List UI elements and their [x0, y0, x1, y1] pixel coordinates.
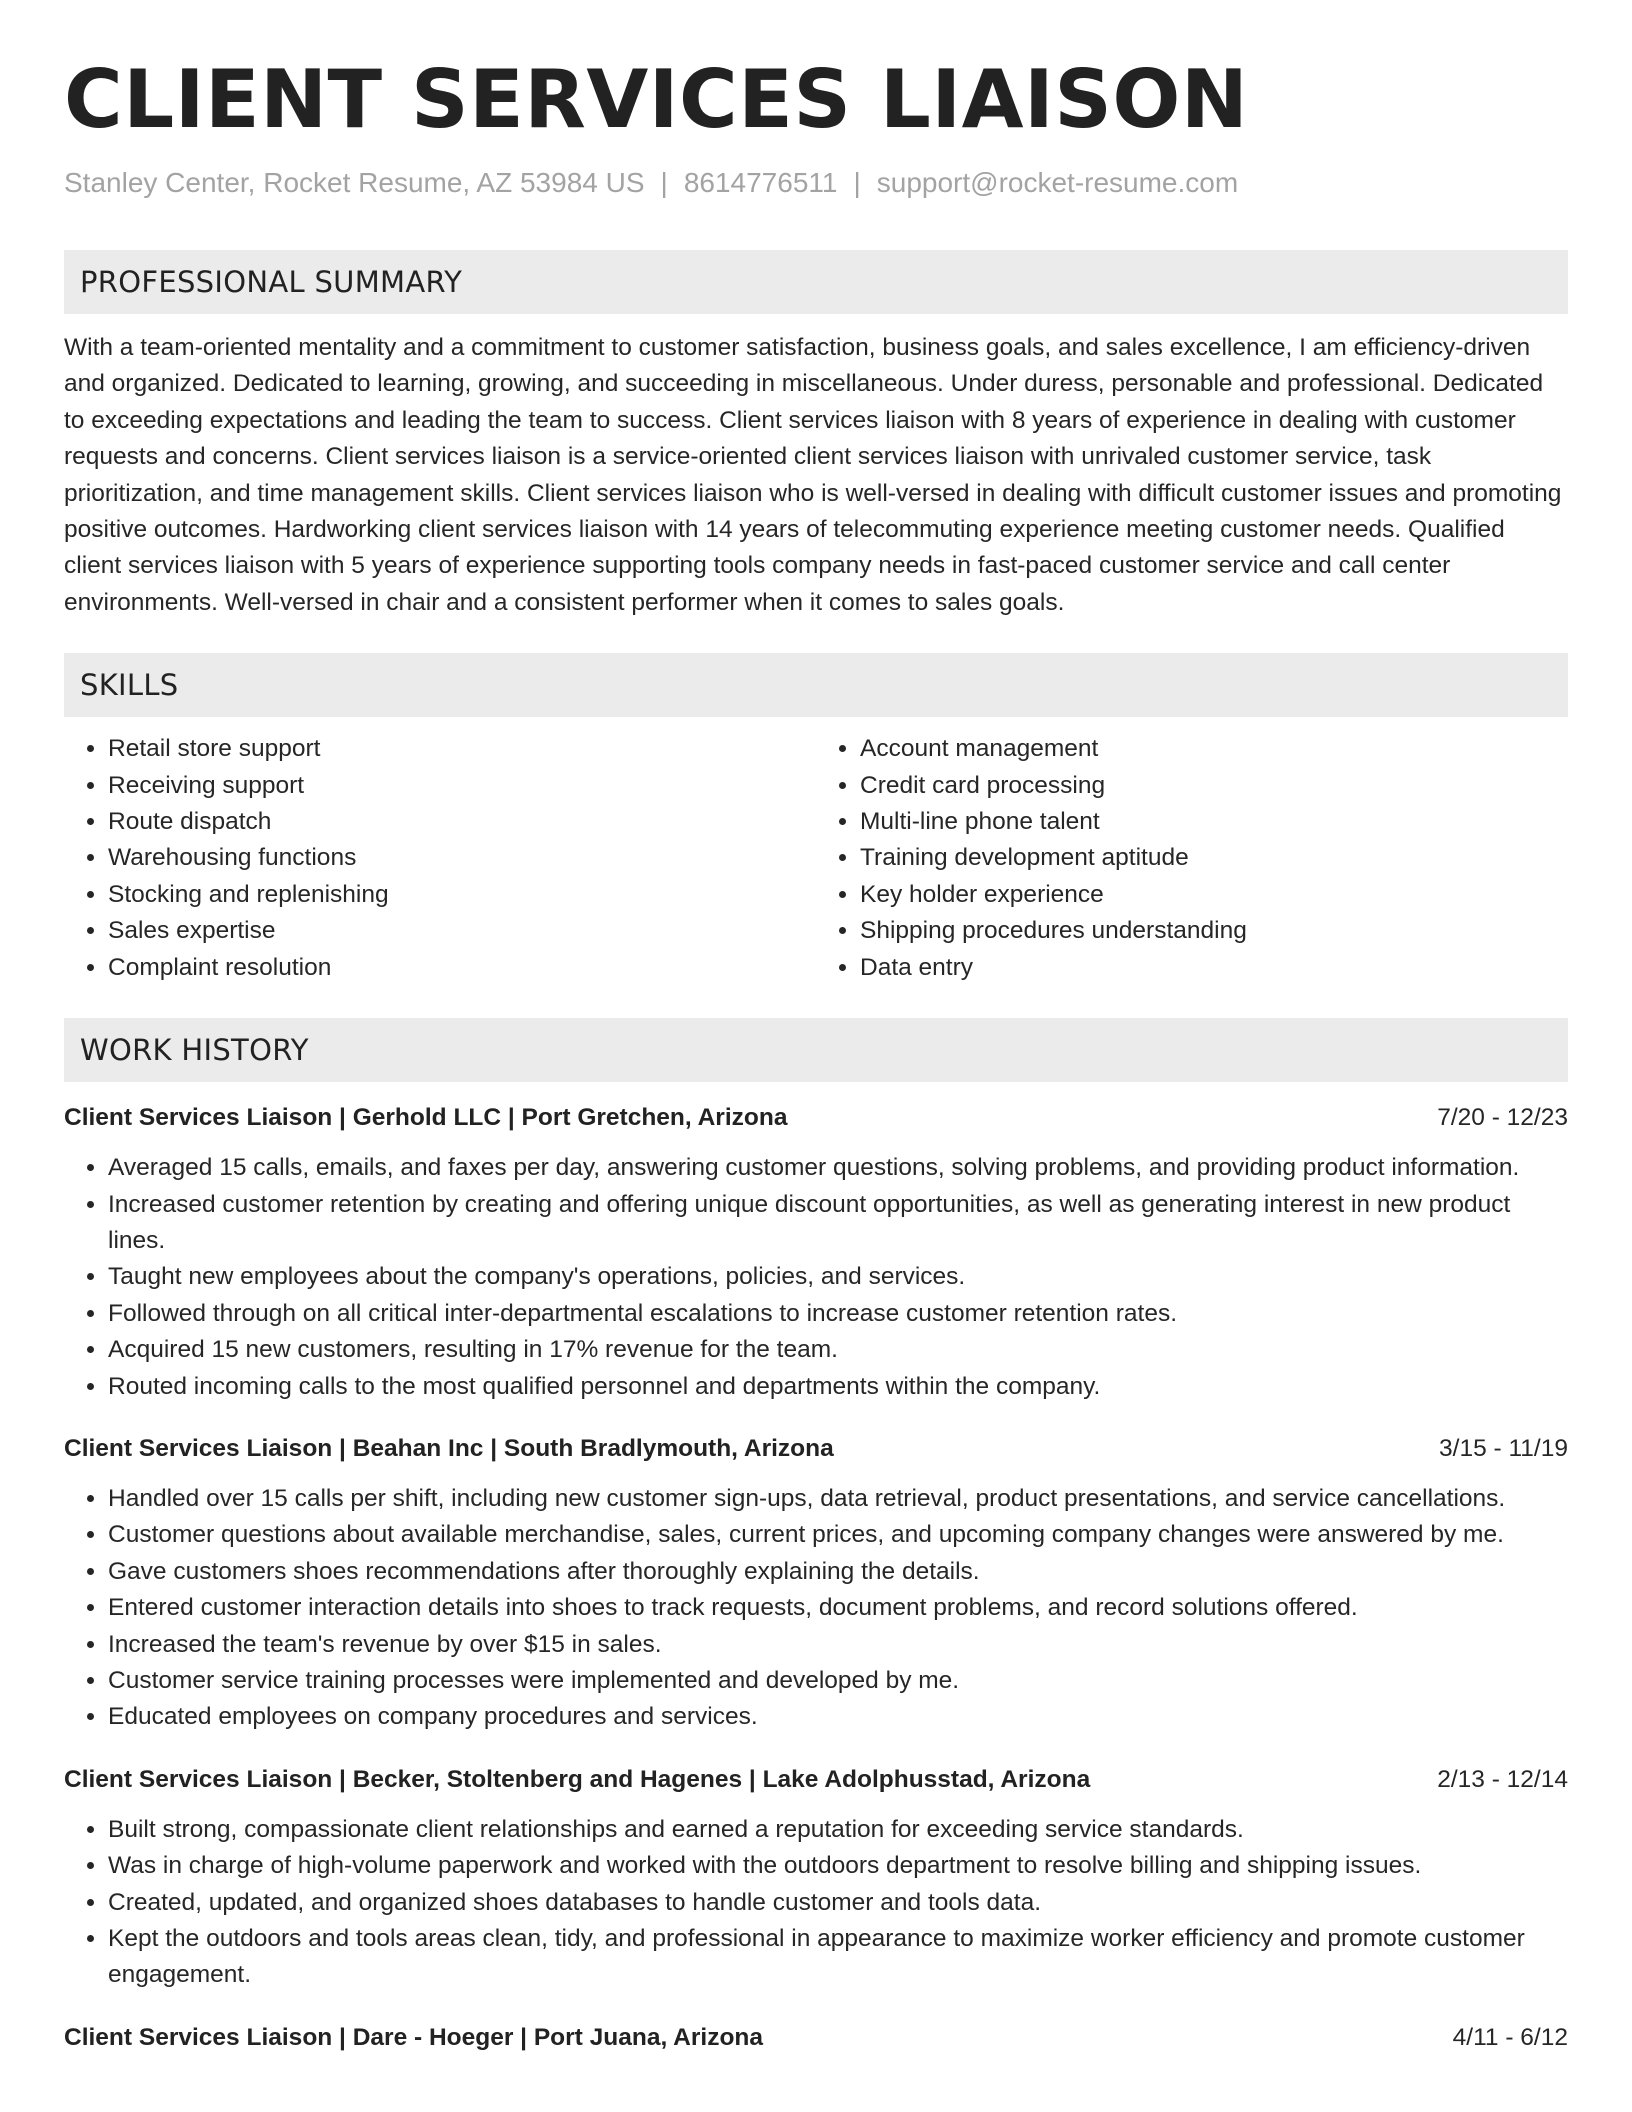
skills-heading: SKILLS	[80, 668, 179, 703]
resume-title: CLIENT SERVICES LIAISON	[64, 53, 1249, 146]
job-dates: 4/11 - 6/12	[1452, 2023, 1568, 2051]
job-bullet: • Gave customers shoes recommendations after thoroughly explaining the details.	[108, 1554, 1568, 1590]
job-bullet: • Averaged 15 calls, emails, and faxes per day, answering customer questions, solving problems, and providing product information.	[108, 1150, 1568, 1186]
job-header	[64, 1762, 1568, 1798]
job-bullet: • Entered customer interaction details into shoes to track requests, document problems, and record solutions offered.	[108, 1590, 1568, 1626]
contact-line	[64, 166, 1568, 200]
summary-text: With a team-oriented mentality and a commitment to customer satisfaction, business goals, and sales excellence, I am efficiency-driven and organized. Dedicated to learning, growing, and succeeding in miscellaneous. Under duress, personable and professional. Dedicated to exceeding expectations and leading the team to success. Client services liaison with 8 years of experience in dealing with customer requests and concerns. Client services liaison is a service-oriented client services liaison with unrivaled customer service, task prioritization, and time management skills. Client services liaison who is well-versed in dealing with difficult customer issues and promoting positive outcomes. Hardworking client services liaison with 14 years of telecommuting experience meeting customer needs. Qualified client services liaison with 5 years of experience supporting tools company needs in fast-paced customer service and call center environments. Well-versed in chair and a consistent performer when it comes to sales goals.	[64, 334, 1562, 616]
contact-separator: |	[853, 167, 861, 198]
contact-separator: |	[660, 167, 668, 198]
skills-column-right	[816, 731, 1568, 986]
job-dates: 7/20 - 12/23	[1437, 1104, 1568, 1132]
job-bullet: • Increased the team's revenue by over $15 in sales.	[108, 1627, 1568, 1663]
skill-item: • Sales expertise	[108, 913, 816, 949]
job-dates: 3/15 - 11/19	[1439, 1434, 1568, 1462]
skill-item: • Route dispatch	[108, 804, 816, 840]
job-bullet: • Created, updated, and organized shoes databases to handle customer and tools data.	[108, 1885, 1568, 1921]
skills-header	[64, 653, 1568, 717]
job-bullet: • Acquired 15 new customers, resulting in 17% revenue for the team.	[108, 1332, 1568, 1368]
contact-phone: 8614776511	[683, 167, 838, 198]
job-entry	[64, 2020, 1568, 2056]
job-bullets	[64, 1481, 1568, 1736]
summary-heading: PROFESSIONAL SUMMARY	[80, 265, 463, 299]
skill-item: • Credit card processing	[860, 768, 1568, 804]
job-bullet: • Routed incoming calls to the most qualified personnel and departments within the company.	[108, 1369, 1568, 1405]
job-bullet: • Educated employees on company procedures and services.	[108, 1699, 1568, 1735]
skill-item: • Stocking and replenishing	[108, 877, 816, 913]
job-bullets	[64, 1812, 1568, 1994]
summary-header	[64, 250, 1568, 314]
contact-address: Stanley Center, Rocket Resume, AZ 53984 US	[64, 167, 645, 198]
skill-item: • Receiving support	[108, 768, 816, 804]
job-title: Client Services Liaison | Beahan Inc | South Bradlymouth, Arizona	[64, 1434, 834, 1462]
job-header	[64, 1100, 1568, 1136]
job-bullet: • Followed through on all critical inter-departmental escalations to increase customer retention rates.	[108, 1296, 1568, 1332]
job-header	[64, 1431, 1568, 1467]
job-title: Client Services Liaison | Dare - Hoeger | Port Juana, Arizona	[64, 2023, 764, 2051]
skill-item: • Key holder experience	[860, 877, 1568, 913]
job-bullet: • Handled over 15 calls per shift, including new customer sign-ups, data retrieval, product presentations, and service cancellations.	[108, 1481, 1568, 1517]
job-dates: 2/13 - 12/14	[1437, 1765, 1568, 1793]
job-entry	[64, 1100, 1568, 1405]
contact-email: support@rocket-resume.com	[876, 167, 1239, 198]
skill-item: • Account management	[860, 731, 1568, 767]
skill-item: • Shipping procedures understanding	[860, 913, 1568, 949]
job-bullet: • Built strong, compassionate client relationships and earned a reputation for exceeding service standards.	[108, 1812, 1568, 1848]
skill-item: • Warehousing functions	[108, 840, 816, 876]
job-title: Client Services Liaison | Becker, Stoltenberg and Hagenes | Lake Adolphusstad, Arizona	[64, 1765, 1091, 1793]
job-header	[64, 2020, 1568, 2056]
skill-item: • Retail store support	[108, 731, 816, 767]
job-entry	[64, 1762, 1568, 1994]
job-bullet: • Increased customer retention by creating and offering unique discount opportunities, as well as generating interest in new product lines.	[108, 1187, 1568, 1260]
work-heading: WORK HISTORY	[80, 1033, 309, 1068]
job-title: Client Services Liaison | Gerhold LLC | Port Gretchen, Arizona	[64, 1104, 788, 1132]
skill-item: • Multi-line phone talent	[860, 804, 1568, 840]
job-bullet: • Customer questions about available merchandise, sales, current prices, and upcoming company changes were answered by me.	[108, 1517, 1568, 1553]
job-bullet: • Customer service training processes were implemented and developed by me.	[108, 1663, 1568, 1699]
skill-item: • Training development aptitude	[860, 840, 1568, 876]
job-bullet: • Kept the outdoors and tools areas clean, tidy, and professional in appearance to maximize worker efficiency and promote customer engagement.	[108, 1921, 1568, 1994]
job-bullet: • Taught new employees about the company's operations, policies, and services.	[108, 1259, 1568, 1295]
job-bullet: • Was in charge of high-volume paperwork and worked with the outdoors department to resolve billing and shipping issues.	[108, 1848, 1568, 1884]
job-bullets	[64, 1150, 1568, 1405]
skills-list	[64, 731, 1568, 986]
work-header	[64, 1018, 1568, 1082]
skill-item: • Data entry	[860, 950, 1568, 986]
skill-item: • Complaint resolution	[108, 950, 816, 986]
job-entry	[64, 1431, 1568, 1736]
skills-column-left	[64, 731, 816, 986]
